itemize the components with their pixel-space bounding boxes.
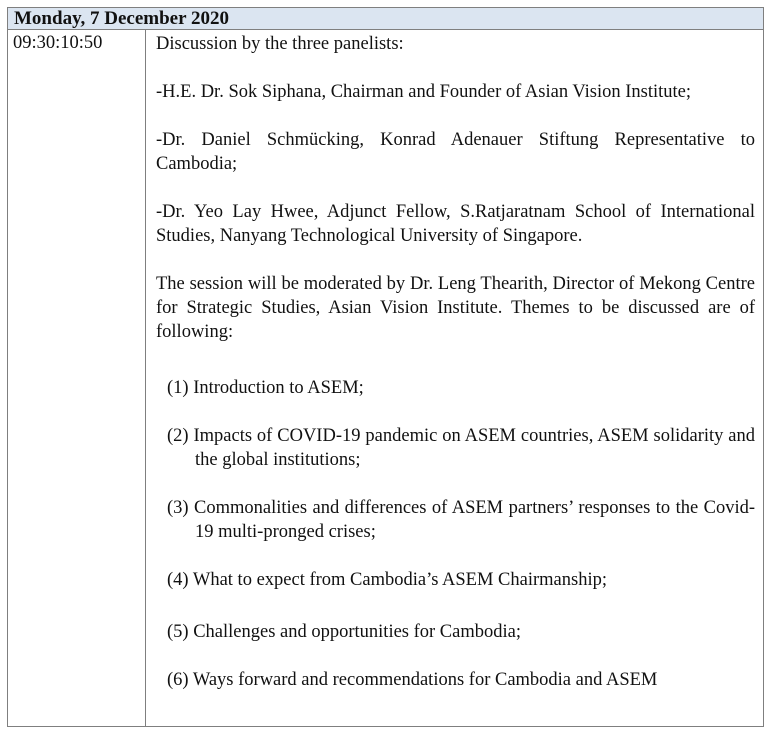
description-cell (146, 30, 763, 726)
theme-item: (5) Challenges and opportunities for Cambodia; (167, 622, 521, 642)
theme-item: (4) What to expect from Cambodia’s ASEM Chairmanship; (167, 570, 607, 590)
theme-item: (3) Commonalities and differences of ASEM partners’ responses to the Covid-19 multi-pronged crises; (167, 498, 755, 542)
theme-item: (1) Introduction to ASEM; (167, 378, 364, 398)
panelist: -Dr. Yeo Lay Hwee, Adjunct Fellow, S.Ratjaratnam School of International Studies, Nanyang Technological University of Singapore. (156, 202, 755, 246)
time-cell: 09:30:10:50 (8, 30, 146, 726)
moderator-text: The session will be moderated by Dr. Leng Thearith, Director of Mekong Centre for Strategic Studies, Asian Vision Institute. Themes to be discussed are of following: (156, 274, 755, 342)
intro-text: Discussion by the three panelists: (156, 34, 404, 54)
panelist: -H.E. Dr. Sok Siphana, Chairman and Founder of Asian Vision Institute; (156, 82, 692, 102)
table-row (8, 30, 763, 726)
panelist: -Dr. Daniel Schmücking, Konrad Adenauer Stiftung Representative to Cambodia; (156, 130, 755, 174)
date-header: Monday, 7 December 2020 (8, 8, 763, 30)
agenda-table (7, 7, 764, 727)
theme-item: (6) Ways forward and recommendations for Cambodia and ASEM (167, 670, 658, 690)
theme-item: (2) Impacts of COVID-19 pandemic on ASEM countries, ASEM solidarity and the global institutions; (167, 426, 755, 470)
